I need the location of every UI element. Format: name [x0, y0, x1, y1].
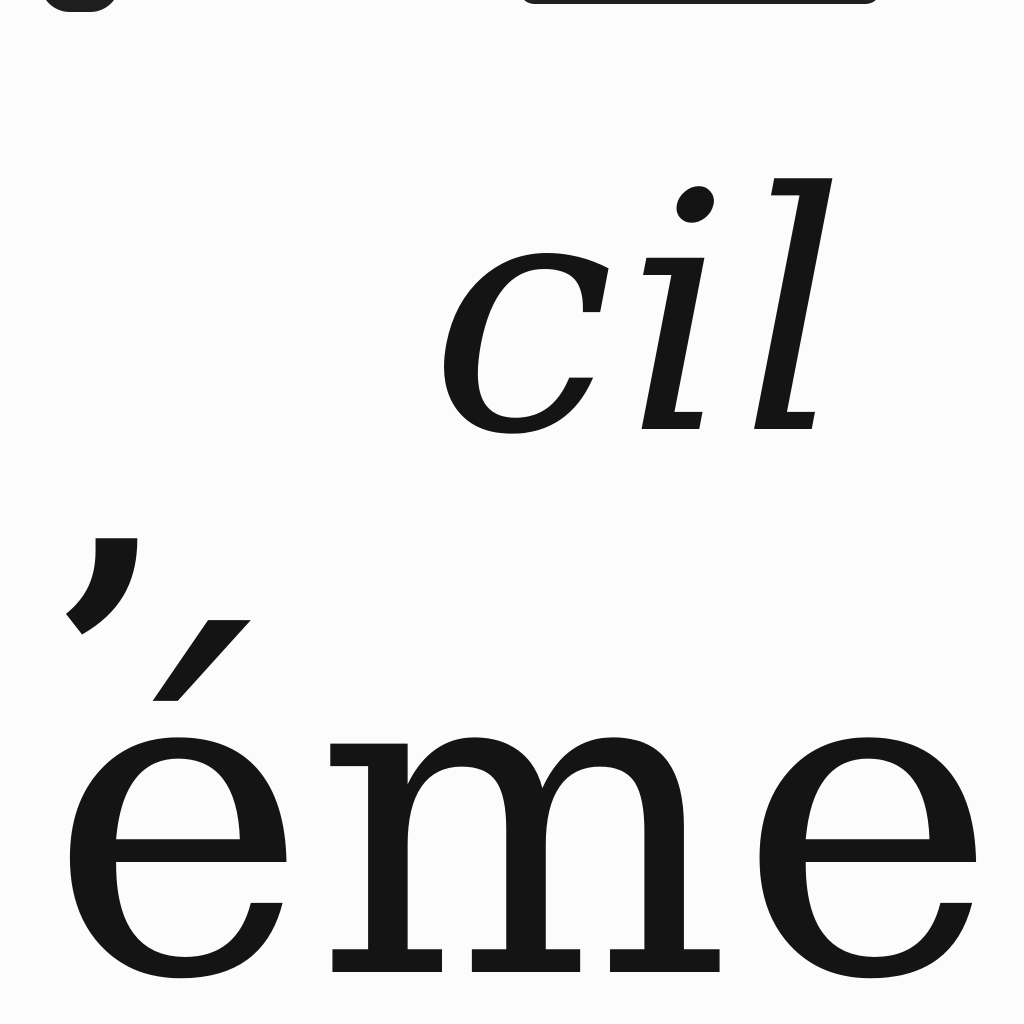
comma-glyph: , [62, 303, 167, 656]
cropped-glyph-fragment [520, 0, 880, 4]
italic-word-fragment: cil [430, 123, 856, 507]
word-fragment: éme [48, 564, 1005, 1024]
cropped-glyph-fragment [40, 0, 120, 12]
